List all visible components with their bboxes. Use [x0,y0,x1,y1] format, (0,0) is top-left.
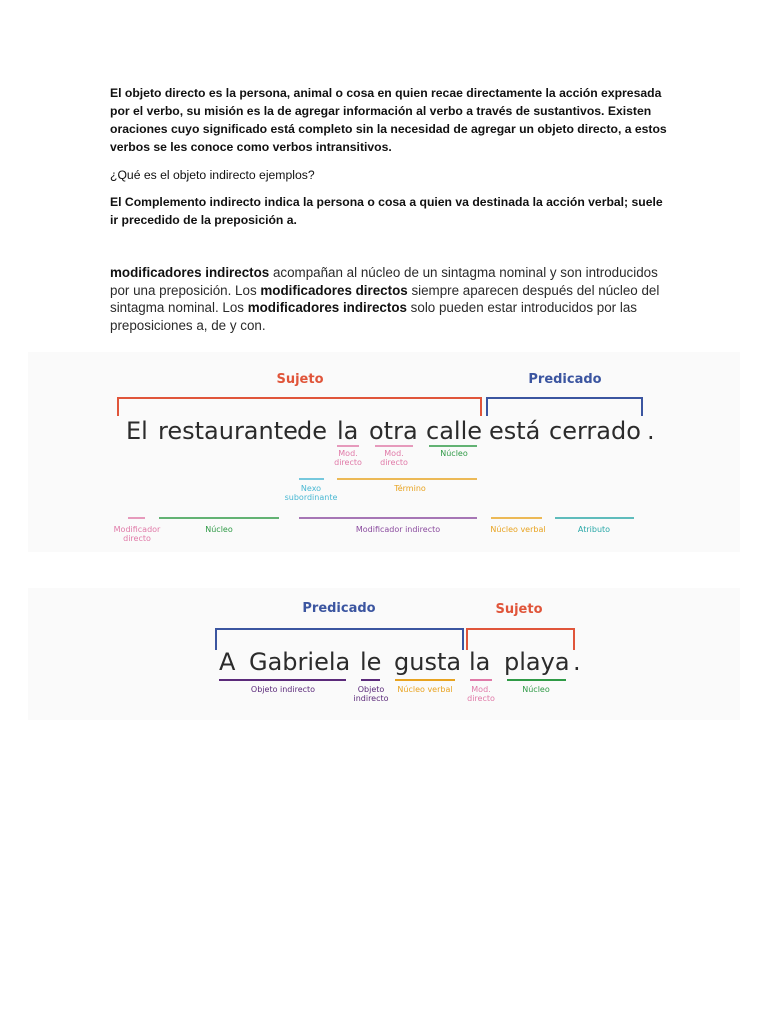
mod-directo-label-2a: Mod. [384,449,404,458]
nucleo-inner-label: Núcleo [440,449,468,458]
mod-term-3: modificadores indirectos [247,300,407,315]
nucleo-verbal-label: Núcleo verbal [490,525,546,534]
mod-term-2: modificadores directos [260,282,408,298]
word-period-2: . [573,648,581,676]
sujeto-bracket [118,398,481,416]
question-heading: ¿Qué es el objeto indirecto ejemplos? [110,168,315,182]
sentence-diagram-1 [28,352,740,552]
word-el: El [126,417,148,445]
modificadores-paragraph [110,264,670,334]
predicado-label: Predicado [528,372,602,387]
word-calle: calle [426,417,483,445]
objeto-indirecto-label-b: indirecto [353,694,389,703]
word-gabriela: Gabriela [249,648,351,676]
word-restaurante: restaurante [158,417,298,445]
mod-indirecto-label: Modificador indirecto [355,525,441,534]
mod-directo-label-1a: Mod. [338,449,358,458]
mod-directo-label-2b: directo [380,458,408,467]
predicado-bracket [487,398,642,416]
word-le: le [360,648,382,676]
nexo-label-b: subordinante [284,493,338,502]
objeto-directo-paragraph: El objeto directo es la persona, animal o cosa en quien recae directamente la acción expresada por el verbo, su misión es la de agregar información al verbo a través de sustantivos. Existen oraciones cuyo significado está completo sin la necesidad de agregar un objeto directo, a estos verbos se les conoce como verbos intransitivos. [110,86,667,154]
modificador-label-b: directo [123,534,151,543]
atributo-label: Atributo [577,525,611,534]
mod-label-b: directo [467,694,495,703]
sujeto-bracket-2 [467,629,574,650]
mod-term-1: modificadores indirectos [110,265,270,280]
word-otra: otra [369,417,418,445]
word-playa: playa [504,648,570,676]
nucleo-label: Núcleo [205,525,233,534]
word-la: la [337,417,359,445]
modificador-label-a: Modificador [113,525,161,534]
nexo-label-a: Nexo [300,484,322,493]
predicado-label-2: Predicado [302,601,376,616]
termino-label: Término [394,484,426,493]
nucleo-label-2: Núcleo [522,685,550,694]
word-la-2: la [469,648,491,676]
sujeto-label: Sujeto [276,372,324,387]
word-period: . [647,417,655,445]
diagram-2-svg [28,588,740,720]
word-de: de [297,417,327,445]
sujeto-label-2: Sujeto [495,602,543,617]
mod-directo-label-1b: directo [334,458,362,467]
objeto-indirecto-label-a: Objeto [357,685,385,694]
objeto-indirecto-label: Objeto indirecto [250,685,316,694]
nucleo-verbal-label-2: Núcleo verbal [397,685,453,694]
diagram-1-svg [28,352,740,552]
complemento-indirecto-paragraph: El Complemento indirecto indica la persona o cosa a quien va destinada la acción verbal; suele ir precedido de la preposición a. [110,195,663,227]
predicado-bracket-2 [216,629,463,650]
mod-text-2: siempre aparecen después del núcleo del sintagma nominal. Los [110,282,660,315]
word-esta: está [489,417,541,445]
word-a: A [219,648,236,676]
word-cerrado: cerrado [549,417,641,445]
sentence-diagram-2 [28,588,740,720]
word-gusta: gusta [394,648,462,676]
mod-text-3: solo pueden estar introducidos por las preposiciones a, de y con. [110,300,637,333]
mod-label-a: Mod. [471,685,491,694]
mod-text-1: acompañan al núcleo de un sintagma nominal y son introducidos por una preposición. Los [110,265,658,298]
